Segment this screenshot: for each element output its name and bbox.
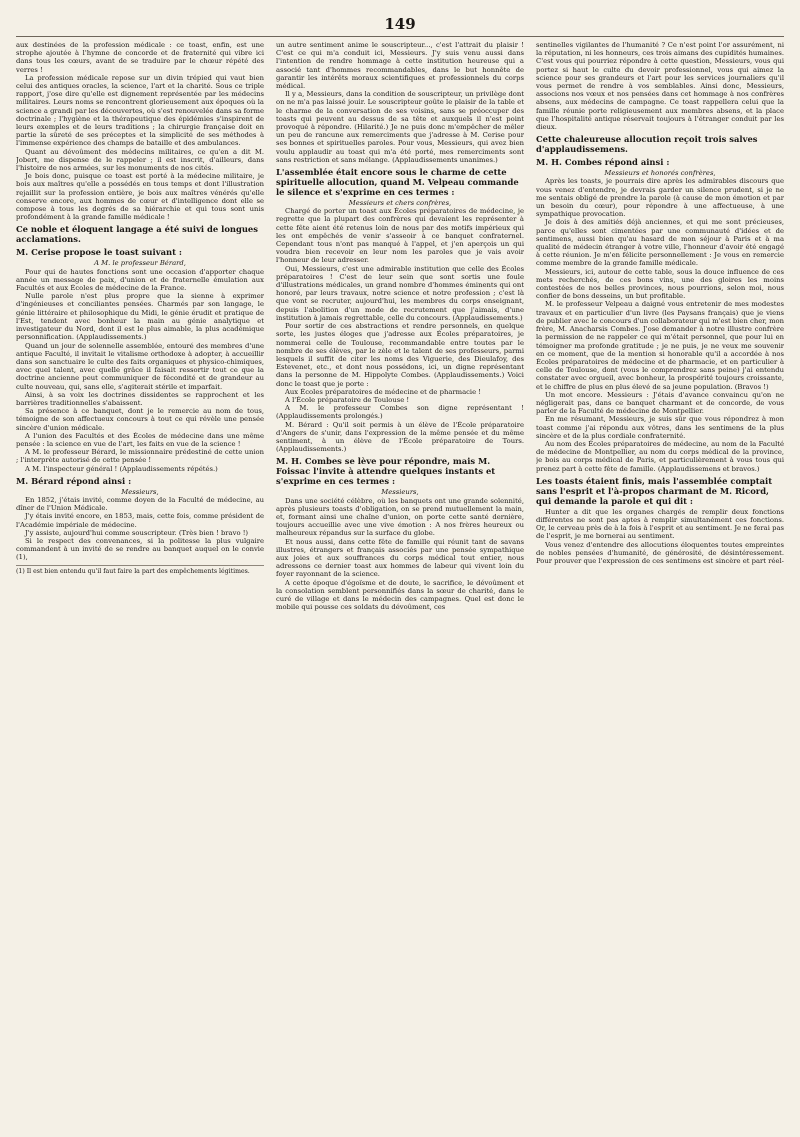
column-2 [276, 41, 524, 1137]
paragraph: Sa présence à ce banquet, dont je le remercie au nom de tous, témoigne de son affectueux concours à tout ce qui révèle une pensée sincère d'union médicale. [16, 407, 264, 432]
paragraph: Si le respect des convenances, si la politesse la plus vulgaire commandent à un invité de se rendre au banquet auquel on le convie (1), [16, 536, 264, 562]
paragraph: M. Bérard : Qu'il soit permis à un élève de l'École préparatoire d'Angers de s'unir, dans l'expression de la même pensée et du même sentiment, à un élève de l'École préparatoire de Tours. (Applaudissements.) [276, 420, 524, 454]
paragraph: Ainsi, à sa voix les doctrines dissidentes se rapprochent et les barrières traditionnelles s'abaissent. [16, 390, 264, 407]
paragraph: aux destinées de la profession médicale : ce toast, enfin, est une strophe ajoutée à l'hymne de concorde et de fraternité qui vibre ici dans tous les cœurs, avant de se traduire par le chœur répété des verres ! [16, 41, 264, 74]
section-heading: Ce noble et éloquent langage a été suivi de longues acclamations. [16, 224, 258, 245]
header-rule [16, 36, 784, 37]
section-heading: Cette chaleureuse allocution reçoit trois salves d'applaudissemens. [536, 134, 758, 155]
paragraph: Dans une société célèbre, où les banquets ont une grande solennité, après plusieurs toasts d'obligation, on se prend mutuellement la main, et, formant ainsi une chaîne d'union, on porte cette santé dernière, toujours accueillie avec une vive émotion : A nos frères heureux ou malheureux répandus sur la surface du globe. [276, 496, 524, 538]
paragraph: Au nom des Écoles préparatoires de médecine, au nom de la Faculté de médecine de Montpellier, au nom du corps médical de la province, je bois au corps médical de Paris, et particulièrement à vous tous qui prenez part à cette fête de famille. (Applaudissemens et bravos.) [536, 439, 784, 473]
paragraph: Quand un jour de solennelle assemblée, entouré des membres d'une antique Faculté, il invitait le vitalisme orthodoxe à adopter, à accueillir dans son sanctuaire le culte des faits organiques et physico-chimiques, avec quel talent, avec quelle grâce il faisait ressortir tout ce que la doctrine ancienne peut communiquer de fécondité et de grandeur au culte nouveau, qui, sans elle, s'agiterait stérile et imparfait. [16, 341, 264, 391]
paragraph: Aux Écoles préparatoires de médecine et de pharmacie ! [285, 387, 482, 396]
paragraph: Il y a, Messieurs, dans la condition de souscripteur, un privilège dont on ne m'a pas laissé jouir. Le souscripteur goûte le plaisir de la table et le charme de la conversation de ses voisins, sans se préoccuper des toasts qui peuvent au dessus de sa tête et auxquels il n'est point provoqué à répondre. (Hilarité.) Je ne puis donc m'empêcher de mêler un peu de rancune aux remerciments que j'adresse à M. Cerise pour ses bonnes et spirituelles paroles. Pour vous, Messieurs, qui avez bien voulu applaudir au toast qui m'a été porté, mes remerciments sont sans restriction et sans mélange. (Applaudissements unanimes.) [276, 90, 524, 164]
paragraph: Nulle parole n'est plus propre que la sienne à exprimer d'ingénieuses et conciliantes pensées. Charmés par son langage, le génie littéraire et philosophique du Midi, le génie érudit et pratique de l'Est, tendent avec bonheur la main au génie analytique et investigateur du Nord, dont il est le plus aimable, la plus académique personnification. (Applaudissements.) [16, 292, 264, 342]
paragraph: Après les toasts, je pourrais dire après les admirables discours que vous venez d'entendre, je devrais garder un silence prudent, si je ne me sentais obligé de prendre la parole (à cause de mon émotion et par un besoin du cœur), pour répondre à une affectueuse, à une sympathique provocation. [536, 177, 784, 219]
paragraph: A l'union des Facultés et des Écoles de médecine dans une même pensée : la science en vue de l'art, les faits en vue de la science ! [16, 431, 264, 448]
paragraph: A M. le professeur Bérard, [94, 259, 186, 268]
paragraph: M. le professeur Velpeau a daigné vous entretenir de mes modestes travaux et en particulier d'un livre (les Paysans français) que je viens de publier avec le concours d'un collaborateur qui m'est bien cher, mon frère, M. Anacharsis Combes. J'ose demander à notre illustre confrère la permission de ne rappeler ce qui m'était personnel, que pour lui en témoigner ma profonde gratitude ; je ne puis, je ne veux me souvenir en ce moment, que de la mention si honorable qu'il a accordée à nos Écoles préparatoires de médecine et de pharmacie, et en particulier à celle de Toulouse, dont (vous le comprendrez sans peine) j'ai entendu constater avec orgueil, avec bonheur, la prospérité toujours croissante, et le chiffre de plus en plus élevé de sa jeune population. (Bravos !) [536, 300, 784, 391]
section-heading: L'assemblée était encore sous le charme de cette spirituelle allocution, quand M. Velpeau commande le silence et s'exprime en ces termes : [276, 167, 519, 198]
paragraph: Et nous aussi, dans cette fête de famille qui réunit tant de savans illustres, étrangers et français associés par une pensée sympathique aux joies et aux souffrances du corps médical tout entier, nous adressons ce dernier toast aux hommes de labeur qui vivent loin du foyer rayonnant de la science. [276, 537, 524, 579]
paragraph: A cette époque d'égoïsme et de doute, le sacrifice, le dévoûment et la consolation semblent personnifiés dans la sœur de charité, dans le curé de village et dans le médecin des campagnes. Quel est donc le mobile qui pousse ces soldats du dévoûment, ces [276, 578, 524, 612]
paragraph: Pour sortir de ces abstractions et rendre personnels, en quelque sorte, les justes éloges que j'adresse aux Écoles préparatoires, je nommerai celle de Toulouse, recommandable entre toutes par le nombre de ses élèves, par le zèle et le talent de ses professeurs, parmi lesquels il suffit de citer les noms des Viguerie, des Dieulafoy, des Estevenet, etc., et dont nous possédons, ici, un digne représentant dans la personne de M. Hippolyte Combes. (Applaudissements.) Voici donc le toast que je porte : [276, 322, 524, 388]
paragraph: Je bois donc, puisque ce toast est porté à la médecine militaire, je bois aux maîtres qu'elle a possédés en tous temps et dont l'illustration rejaillit sur la profession entière, je bois aux maîtres vénérés qu'elle conserve encore, aux hommes de cœur et d'intelligence dont elle se compose à tous les degrés de sa hiérarchie et qui tous sont unis profondément à la grande famille médicale ! [16, 172, 264, 222]
paragraph: Messieurs, [381, 488, 419, 497]
paragraph: En 1852, j'étais invité, comme doyen de la Faculté de médecine, au dîner de l'Union Médicale. [16, 495, 264, 513]
paragraph: Je dois à des amitiés déjà anciennes, et qui me sont précieuses, parce qu'elles sont cimentées par une communauté d'idées et de sentimens, aussi bien qu'au hasard de mon séjour à Paris et à ma qualité de médecin étranger à votre ville, l'honneur d'avoir été engagé à cette réunion. Je m'en félicite personnellement : Je vous en remercie comme membre de la grande famille médicale. [536, 218, 784, 268]
columns [16, 41, 784, 1137]
paragraph: J'y assiste, aujourd'hui comme souscripteur. (Très bien ! bravo !) [25, 528, 249, 537]
paragraph: A l'École préparatoire de Toulouse ! [285, 395, 410, 404]
column-3 [536, 41, 784, 1137]
paragraph: Messieurs, [121, 487, 159, 496]
paragraph: Vous venez d'entendre des allocutions éloquentes toutes empreintes de nobles pensées d'humanité, de générosité, de désintéressement. Pour prouver que l'expression de ces sentimens est sincère et part réel- [536, 540, 784, 565]
page-number: 149 [384, 15, 416, 33]
paragraph: Messieurs et chers confrères, [348, 199, 452, 208]
paragraph: Un mot encore. Messieurs : J'étais d'avance convaincu qu'on ne négligerait pas, dans ce banquet charmant et de concorde, de vous parler de la Faculté de médecine de Montpellier. [536, 390, 784, 416]
paragraph: Messieurs, ici, autour de cette table, sous la douce influence de ces mets recherchés, de ces bons vins, une des gloires les moins contestées de nos belles provinces, nous pourrions, selon moi, nous confier de bons desseins, un but profitable. [536, 267, 784, 301]
paragraph: La profession médicale repose sur un divin trépied qui vaut bien celui des antiques oracles, la science, l'art et la charité. Sous ce triple rapport, j'ose dire qu'elle est dignement représentée par les médecins militaires. Leurs noms se rencontrent glorieusement aux époques où la science a grandi par les découvertes, où s'est renouvelée dans sa forme doctrinale ; l'hygiène et la thérapeutique des épidémies s'inspirent de leurs exemples et de leurs traditions ; la chirurgie française doit en partie la sûreté de ses préceptes et la simplicité de ses méthodes à l'immense expérience des champs de bataille et des ambulances. [16, 73, 264, 148]
paragraph: Chargé de porter un toast aux Écoles préparatoires de médecine, je regrette que la plupart des confrères qui devaient les représenter à cette fête aient été retenus loin de nous par des motifs impérieux qui les ont empêchés de venir s'asseoir à ce banquet confraternel. Cependant tous n'ont pas manqué à l'appel, et j'en aperçois un qui voudra bien recevoir en leur nom les paroles que je vais avoir l'honneur de leur adresser. [276, 207, 524, 265]
paragraph: sentinelles vigilantes de l'humanité ? Ce n'est point l'or assurément, ni la réputation, ni les honneurs, ces trois aimans des cupidités humaines. C'est vous qui pourriez répondre à cette question, Messieurs, vous qui portez si haut le culte du devoir professionnel, vous qui aimez la science pour ses grandeurs et l'art pour les services journaliers qu'il vous permet de rendre à vos semblables. Ainsi donc, Messieurs, associons nos vœux et nos pensées dans cet hommage à nos confrères absens, aux médecins de campagne. Ce toast rappellera celui que la famille réunie porte religieusement aux membres absens, et la place que l'hospitalité antique réservait toujours à l'étranger conduit par les dieux. [536, 41, 784, 132]
paragraph: Hunter a dit que les organes chargés de remplir deux fonctions différentes ne sont pas aptes à remplir simultanément ces fonctions. Or, le cerveau près de à la fois à l'esprit et au sentiment. Je ne ferai pas de l'esprit, je me bornerai au sentiment. [536, 507, 784, 541]
section-heading: M. H. Combes se lève pour répondre, mais M. Foissac l'invite à attendre quelques instants et s'exprime en ces termes : [276, 456, 496, 487]
column-1 [16, 41, 264, 1137]
paragraph: J'y étais invité encore, en 1853, mais, cette fois, comme président de l'Académie impériale de médecine. [16, 512, 264, 529]
paragraph: Oui, Messieurs, c'est une admirable institution que celle des Écoles préparatoires ! C'est de leur sein que sont sortis une foule d'illustrations médicales, un grand nombre d'hommes éminents qui ont honoré, par leurs travaux, notre science et notre profession ; c'est là que vont se recruter, aujourd'hui, les membres du corps enseignant, depuis l'abolition d'un mode de recrutement que j'aimais, d'une institution à jamais regrettable, celle du concours. (Applaudissements.) [276, 264, 524, 322]
section-heading: Les toasts étaient finis, mais l'assemblée comptait sans l'esprit et l'à-propos charmant de M. Ricord, qui demande la parole et qui dit : [536, 475, 773, 506]
paragraph: Pour qui de hautes fonctions sont une occasion d'apporter chaque année un message de paix, d'union et de fraternelle émulation aux Facultés et aux Écoles de médecine de la France. [16, 267, 264, 293]
section-heading: M. Cerise propose le toast suivant : [16, 247, 182, 258]
paragraph: Quant au dévoûment des médecins militaires, ce qu'en a dit M. Jobert, me dispense de le rappeler ; il est inscrit, d'ailleurs, dans l'histoire de nos armées, sur les monuments de nos cités. [16, 147, 264, 173]
paragraph: A M. l'inspecteur général ! (Applaudissements répétés.) [25, 464, 218, 473]
paragraph: un autre sentiment anime le souscripteur..., c'est l'attrait du plaisir ! C'est ce qui m'a conduit ici, Messieurs. J'y suis venu aussi dans l'intention de rendre hommage à cette institution heureuse qui a associé tant d'hommes recommandables, dans le but honnête de garantir les intérêts moraux scientifiques et professionnels du corps médical. [276, 41, 524, 91]
paragraph: A M. le professeur Bérard, le missionnaire prédestiné de cette union ; l'interprète autorisé de cette pensée ! [16, 448, 264, 465]
footnote: (1) Il est bien entendu qu'il faut faire la part des empêchements légitimes. [16, 565, 264, 576]
paragraph: A M. le professeur Combes son digne représentant ! (Applaudissements prolongés.) [276, 404, 524, 421]
paragraph: Messieurs et honorés confrères, [604, 169, 716, 178]
paragraph: En me résumant, Messieurs, je suis sûr que vous répondrez à mon toast comme j'ai répondu aux vôtres, dans les sentimens de la plus sincère et de la plus cordiale confraternité. [536, 415, 784, 440]
section-heading: M. Bérard répond ainsi : [16, 475, 132, 486]
section-heading: M. H. Combes répond ainsi : [536, 157, 670, 168]
